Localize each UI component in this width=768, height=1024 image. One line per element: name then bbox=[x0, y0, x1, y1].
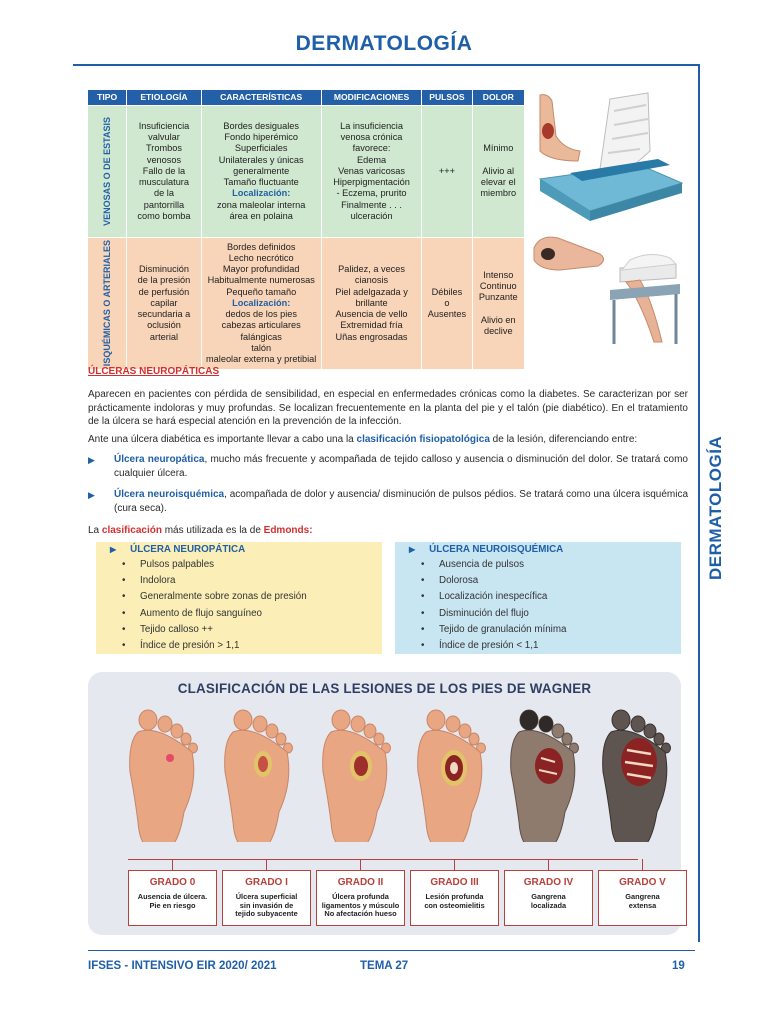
cell-line: - Eczema, prurito bbox=[336, 188, 407, 199]
b2-text: , acompañada de dolor y ausencia/ disminución de pulsos pédios. Se tratará como una úlcera isquémica (cura seca). bbox=[114, 489, 689, 514]
grade-connector bbox=[266, 859, 267, 870]
p3-term1: clasificación bbox=[101, 525, 162, 536]
foot-grade-4 bbox=[511, 710, 579, 842]
cell-line: Finalmente . . . bbox=[341, 199, 402, 210]
cell-line: Punzante bbox=[478, 292, 518, 303]
cell-line: Trombos bbox=[146, 143, 182, 154]
side-title bbox=[706, 435, 746, 590]
wagner-grade-desc bbox=[223, 893, 310, 919]
wagner-grade-box bbox=[504, 870, 593, 926]
cell-line: venosos bbox=[146, 154, 182, 165]
wagner-grade-box bbox=[598, 870, 687, 926]
cell-line: Débiles bbox=[431, 286, 463, 297]
cell-line: Extremidad fría bbox=[340, 320, 403, 331]
list-item: • Disminución del flujo bbox=[421, 606, 667, 622]
arterial-leg-illustration bbox=[530, 230, 685, 348]
cell-line: Intenso bbox=[483, 269, 514, 280]
cell-line: Continuo bbox=[479, 281, 517, 292]
cell-line: Bordes desiguales bbox=[223, 121, 299, 132]
p2-text-before: Ante una úlcera diabética es importante llevar a cabo una la bbox=[88, 434, 357, 445]
cell-line: Uñas engrosadas bbox=[335, 331, 408, 342]
edmonds-neuroisquemica-box bbox=[395, 542, 681, 654]
cell-line: o bbox=[444, 297, 450, 308]
list-item: • Aumento de flujo sanguíneo bbox=[122, 606, 368, 622]
cell-line: arterial bbox=[149, 331, 179, 342]
cell-line: Unilaterales y únicas bbox=[218, 154, 304, 165]
venous-ulcer-mark bbox=[542, 123, 554, 139]
list-item: • Dolorosa bbox=[421, 573, 667, 589]
cell-line: Fondo hiperémico bbox=[224, 132, 298, 143]
triangle-bullet-icon: ▶ bbox=[110, 545, 117, 554]
edmonds-neuropatica-title: ÚLCERA NEUROPÁTICA bbox=[130, 544, 246, 555]
cell-line: como bomba bbox=[137, 210, 191, 221]
arterial-tipo-label: ISQUÉMICAS O ARTERIALES bbox=[101, 240, 112, 367]
side-title-text: DERMATOLOGÍA bbox=[706, 435, 725, 580]
grade-connector bbox=[360, 859, 361, 870]
b1-text: , mucho más frecuente y acompañada de tejido calloso y ausencia o disminución del dolor. Se tratará como cualquier úlcera. bbox=[114, 454, 688, 479]
cell-line: Fallo de la bbox=[142, 165, 186, 176]
grade-connector bbox=[172, 859, 173, 870]
cell-line: brillante bbox=[355, 297, 388, 308]
wagner-grade-desc-line: sin invasión de bbox=[239, 900, 294, 910]
cell-line: musculatura bbox=[138, 177, 189, 188]
cell-line: Lecho necrótico bbox=[228, 253, 294, 264]
cell-line: Venas varicosas bbox=[338, 165, 405, 176]
cell-line bbox=[475, 155, 522, 166]
cell-line: elevar el bbox=[480, 177, 516, 188]
table-row-venous bbox=[88, 106, 525, 238]
p3-before: La bbox=[88, 525, 102, 536]
cell-venous-etiologia bbox=[127, 106, 201, 238]
cell-arterial-etiologia bbox=[127, 238, 201, 370]
edmonds-neuropatica-heading bbox=[110, 544, 368, 555]
cell-venous-dolor bbox=[472, 106, 524, 238]
cell-line: dedos de los pies bbox=[225, 309, 297, 320]
list-item: • Ausencia de pulsos bbox=[421, 557, 667, 573]
arterial-ulcer-mark bbox=[541, 248, 555, 260]
p3-term2: Edmonds: bbox=[263, 525, 313, 536]
wagner-grade-name: GRADO II bbox=[337, 877, 384, 888]
edmonds-neuropatica-list bbox=[122, 557, 368, 654]
col-etiologia: ETIOLOGÍA bbox=[127, 90, 201, 106]
list-item: • Indolora bbox=[122, 573, 368, 589]
b2-term: Úlcera neuroisquémica bbox=[114, 489, 225, 500]
wagner-grade-name: GRADO I bbox=[245, 877, 288, 888]
cell-venous-modificaciones bbox=[321, 106, 422, 238]
cell-venous-caracteristicas bbox=[201, 106, 321, 238]
cell-arterial-tipo bbox=[88, 238, 127, 370]
edmonds-neuroisquemica-title: ÚLCERA NEUROISQUÉMICA bbox=[429, 544, 564, 555]
cell-arterial-pulsos bbox=[422, 238, 472, 370]
cell-line: venosa crónica bbox=[340, 132, 403, 143]
bullet-neuropatica bbox=[88, 453, 688, 480]
grade-connector-bar bbox=[128, 859, 638, 860]
cell-line: Pequeño tamaño bbox=[226, 286, 297, 297]
cell-line: Ausentes bbox=[427, 309, 467, 320]
venous-caracteristicas-list bbox=[204, 121, 319, 188]
cell-line: pantorrilla bbox=[143, 199, 185, 210]
edmonds-neuropatica-box bbox=[96, 542, 382, 654]
b1-term: Úlcera neuropática bbox=[114, 454, 205, 465]
p3-mid: más utilizada es la de bbox=[161, 525, 264, 536]
triangle-bullet-icon: ▶ bbox=[88, 490, 95, 500]
cell-line: zona maleolar interna bbox=[217, 199, 306, 210]
page-title: DERMATOLOGÍA bbox=[295, 32, 473, 55]
venous-loc-label: Localización: bbox=[232, 188, 291, 199]
wagner-grade-desc bbox=[411, 893, 498, 910]
wagner-grade-desc-line: extensa bbox=[628, 900, 657, 910]
grade-connector bbox=[548, 859, 549, 870]
arterial-caracteristicas-list bbox=[204, 242, 319, 298]
cell-line: Mayor profundidad bbox=[222, 264, 300, 275]
wagner-grade-desc-line: Ausencia de úlcera. bbox=[137, 892, 208, 901]
wagner-grade-box bbox=[316, 870, 405, 926]
foot-grade-1 bbox=[225, 710, 293, 842]
cell-line: oclusión bbox=[147, 320, 181, 331]
edmonds-neuroisquemica-heading bbox=[409, 544, 667, 555]
venous-tipo-label: VENOSAS O DE ESTASIS bbox=[101, 117, 112, 226]
wagner-grade-desc-line: ligamentos y músculo bbox=[321, 900, 400, 910]
cell-venous-pulsos: +++ bbox=[422, 106, 472, 238]
col-dolor: DOLOR bbox=[472, 90, 524, 106]
edmonds-intro bbox=[88, 524, 688, 538]
table-header-row bbox=[88, 90, 525, 106]
foot-grade-3 bbox=[418, 710, 486, 842]
wagner-grade-desc-line: Úlcera profunda bbox=[332, 892, 389, 901]
foot-grade-2 bbox=[323, 710, 391, 842]
cell-line: Disminución bbox=[138, 264, 189, 275]
wagner-grade-desc-line: Gangrena bbox=[625, 892, 660, 901]
cell-line: cabezas articulares falángicas bbox=[221, 320, 301, 342]
cell-line: secundaria a bbox=[137, 309, 191, 320]
cell-line: miembro bbox=[480, 188, 517, 199]
cell-line: Ausencia de vello bbox=[335, 309, 408, 320]
wagner-classification-panel bbox=[88, 672, 681, 935]
cell-line: Alivio en bbox=[480, 314, 516, 325]
edmonds-neuroisquemica-list bbox=[421, 557, 667, 654]
triangle-bullet-icon: ▶ bbox=[88, 455, 95, 465]
list-item: • Localización inespecífica bbox=[421, 589, 667, 605]
cell-line: área en polaina bbox=[229, 210, 293, 221]
col-tipo: TIPO bbox=[88, 90, 127, 106]
wagner-grade-desc bbox=[505, 893, 592, 910]
venous-localizacion-list bbox=[204, 200, 319, 222]
frame-right-rule bbox=[698, 64, 700, 942]
list-item: • Índice de presión > 1,1 bbox=[122, 638, 368, 654]
cell-line: Habitualmente numerosas bbox=[207, 275, 315, 286]
cell-line: Insuficiencia bbox=[138, 121, 190, 132]
bullet-neuropatica-text bbox=[114, 453, 688, 480]
wagner-grade-desc-line: localizada bbox=[530, 900, 567, 910]
cell-line: maleolar externa y pretibial bbox=[206, 353, 317, 364]
wagner-grade-name: GRADO III bbox=[430, 877, 479, 888]
neuro-section-heading: ÚLCERAS NEUROPÁTICAS bbox=[88, 366, 220, 377]
cell-line: generalmente bbox=[233, 165, 290, 176]
p2-text-after: de la lesión, diferenciando entre: bbox=[489, 434, 638, 445]
cell-arterial-caracteristicas bbox=[201, 238, 321, 370]
arterial-loc-label: Localización: bbox=[232, 297, 291, 308]
col-caracteristicas: CARACTERÍSTICAS bbox=[201, 90, 321, 106]
list-item: • Tejido calloso ++ bbox=[122, 622, 368, 638]
page-number: 19 bbox=[672, 960, 685, 972]
venous-leg-illustration bbox=[530, 91, 685, 222]
wagner-title: CLASIFICACIÓN DE LAS LESIONES DE LOS PIES DE WAGNER bbox=[177, 681, 592, 696]
wagner-grade-desc-line: con osteomielitis bbox=[424, 900, 485, 910]
wagner-grade-desc-line: Lesión profunda bbox=[425, 892, 484, 901]
cell-line: Tamaño fluctuante bbox=[223, 177, 299, 188]
wagner-grade-box bbox=[128, 870, 217, 926]
wagner-grade-desc bbox=[129, 893, 216, 910]
cell-line: Alivio al bbox=[482, 165, 515, 176]
cell-arterial-modificaciones bbox=[321, 238, 422, 370]
grade-connector bbox=[454, 859, 455, 870]
cell-arterial-dolor bbox=[472, 238, 524, 370]
wagner-grade-desc-line: Gangrena bbox=[531, 892, 566, 901]
wagner-grade-desc-line: Úlcera superficial bbox=[235, 892, 298, 901]
wagner-feet-illustration bbox=[88, 702, 681, 842]
wagner-grade-desc bbox=[599, 893, 686, 910]
cell-line: de perfusión bbox=[138, 286, 190, 297]
list-item: • Generalmente sobre zonas de presión bbox=[122, 589, 368, 605]
cell-line: de la presión bbox=[137, 275, 191, 286]
wagner-grade-box bbox=[410, 870, 499, 926]
arterial-localizacion-list bbox=[204, 309, 319, 365]
foot-grade-0 bbox=[130, 710, 198, 842]
table-row-arterial bbox=[88, 238, 525, 370]
list-item: • Pulsos palpables bbox=[122, 557, 368, 573]
list-item: • Tejido de granulación mínima bbox=[421, 622, 667, 638]
triangle-bullet-icon: ▶ bbox=[409, 545, 416, 554]
col-modificaciones: MODIFICACIONES bbox=[321, 90, 422, 106]
wagner-grade-desc-line: Pie en riesgo bbox=[149, 900, 196, 910]
wagner-grade-desc-line: No afectación hueso bbox=[324, 909, 397, 919]
bullet-neuroisquemica bbox=[88, 488, 688, 515]
footer-tema: TEMA 27 bbox=[360, 960, 409, 972]
cell-line: Edema bbox=[356, 154, 387, 165]
cell-venous-tipo bbox=[88, 106, 127, 238]
wagner-grade-name: GRADO V bbox=[619, 877, 666, 888]
cell-line: Hiperpigmentación bbox=[333, 177, 410, 188]
frame-top-rule bbox=[73, 64, 700, 66]
cell-line: capilar bbox=[150, 297, 178, 308]
cell-line: ulceración bbox=[350, 210, 393, 221]
cell-line: de la bbox=[154, 188, 174, 199]
cell-line: Superficiales bbox=[234, 143, 288, 154]
cell-line: La insuficiencia bbox=[340, 121, 403, 132]
bullet-neuroisquemica-text bbox=[114, 488, 688, 515]
cell-line: Piel adelgazada y bbox=[335, 286, 408, 297]
list-item: • Índice de presión < 1,1 bbox=[421, 638, 667, 654]
cell-line: declive bbox=[483, 325, 513, 336]
wagner-grade-name: GRADO 0 bbox=[149, 877, 196, 888]
cell-line: Mínimo bbox=[483, 143, 514, 154]
cell-line bbox=[475, 304, 522, 315]
wagner-grade-name: GRADO IV bbox=[523, 877, 574, 888]
foot-grade-5 bbox=[603, 710, 671, 842]
wagner-grade-desc-line: tejido subyacente bbox=[235, 909, 298, 919]
cell-line: valvular bbox=[148, 132, 180, 143]
ulcer-comparison-table bbox=[87, 89, 525, 370]
cell-line: Bordes definidos bbox=[226, 241, 296, 252]
grade-connector bbox=[642, 859, 643, 870]
footer-course: IFSES - INTENSIVO EIR 2020/ 2021 bbox=[88, 960, 277, 972]
cell-line: favorece: bbox=[352, 143, 391, 154]
neuro-paragraph-1: Aparecen en pacientes con pérdida de sensibilidad, en especial en enfermedades crónicas como la diabetes. Se caracterizan por ser prácticamente indoloras y muy profundas. Se localizan frecuentemente en la planta del pie y el talón (pie diabético). En el tratamiento de la úlcera se hará especial atención en la prevención de la infección. bbox=[88, 389, 688, 427]
wagner-grade-box bbox=[222, 870, 311, 926]
cell-line: Palidez, a veces bbox=[338, 264, 405, 275]
footer-rule bbox=[88, 950, 695, 951]
neuro-paragraph-2 bbox=[88, 433, 688, 447]
cell-line: cianosis bbox=[354, 275, 389, 286]
col-pulsos: PULSOS bbox=[422, 90, 472, 106]
cell-line: talón bbox=[251, 342, 272, 353]
wagner-grade-desc bbox=[317, 893, 404, 919]
p2-highlight: clasificación fisiopatológica bbox=[356, 434, 490, 445]
